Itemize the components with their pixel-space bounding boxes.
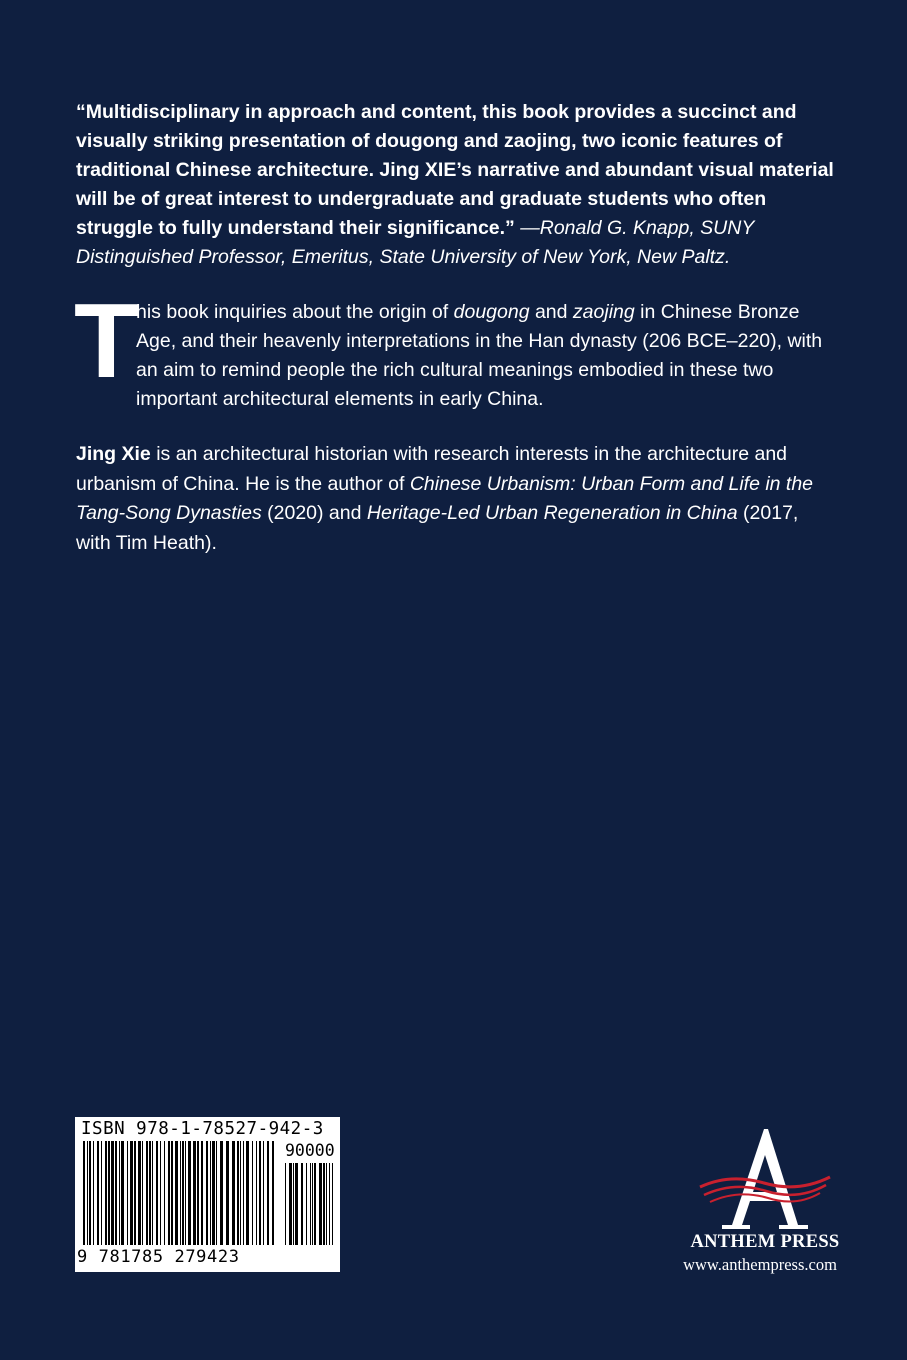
drop-cap: T: [74, 282, 139, 400]
bio-book-2: Heritage-Led Urban Regeneration in China: [366, 502, 738, 524]
bio-text-2: (2020) and: [261, 502, 367, 524]
author-name: Jing Xie: [76, 443, 151, 465]
description-text-1: his book inquiries about the origin of: [136, 301, 454, 323]
bio-text-3: (2017, with Tim Heath).: [76, 502, 799, 554]
endorsement-quote: [76, 98, 836, 272]
isbn-label: ISBN 978-1-78527-942-3: [81, 1119, 324, 1139]
description-text-3: in Chinese Bronze Age, and their heavenly interpretations in the Han dynasty (206 BCE–220), with an aim to remind people the rich cultural meanings embodied in these two important architectural elements in early China.: [136, 301, 823, 410]
bio-text-1: is an architectural historian with research interests in the architecture and urbanism of China. He is the author of: [76, 443, 788, 495]
publisher-name: ANTHEM PRESS: [690, 1232, 840, 1252]
description-term-2: zaojing: [572, 301, 635, 323]
price-code: 90000: [285, 1141, 335, 1160]
ean-digits: 9 781785 279423: [77, 1247, 240, 1267]
description-term-1: dougong: [453, 301, 530, 323]
book-description: [74, 282, 836, 414]
publisher-url[interactable]: www.anthempress.com: [683, 1255, 837, 1274]
quote-attribution: —Ronald G. Knapp, SUNY Distinguished Professor, Emeritus, State University of New York, New Paltz.: [76, 217, 754, 268]
author-bio: [76, 440, 836, 558]
isbn-barcode: [75, 1117, 340, 1272]
quote-text: “Multidisciplinary in approach and content, this book provides a succinct and visually striking presentation of dougong and zaojing, two iconic features of traditional Chinese architecture. Jing XIE’s narrative and abundant visual material will be of great interest to undergraduate and graduate students who often struggle to fully understand their significance.”: [76, 101, 834, 239]
anthem-logo-icon: [680, 1125, 850, 1235]
bio-book-1: Chinese Urbanism: Urban Form and Life in the Tang-Song Dynasties: [76, 472, 814, 524]
description-text-2: and: [529, 301, 573, 323]
